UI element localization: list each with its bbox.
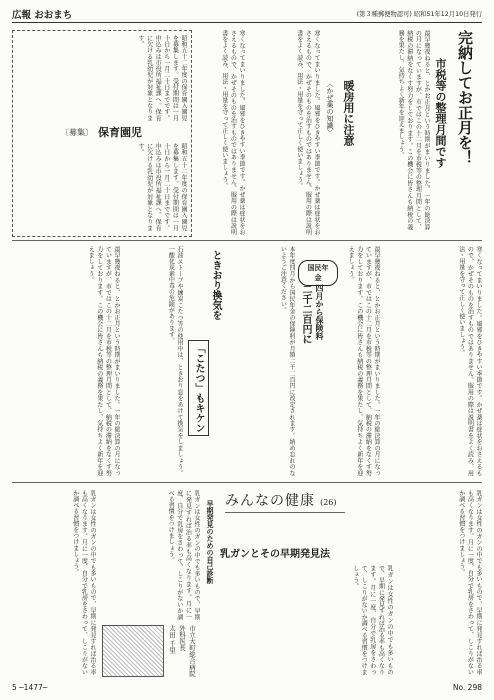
article-column: 寒くなってまいりました。風邪をひきやすい季節です。かぜ薬は症状をおさえるもので、かぜそのものを治すものではありません。服用の際は説明書をよく読み、用法・用量を守って正しく使いましょう。 — [220, 30, 245, 235]
divider-2 — [12, 482, 482, 483]
heater-body: 寒くなってまいりました。風邪をひきやすい季節です。かぜ薬は症状をおさえるもので、かぜそのものを治すものではありません。服用の際は説明書をよく読み、用法・用量を守って正しく使いましょう。 — [295, 30, 320, 235]
kenko-body-2: 乳ガンは女性のガンの中でも多いもので、早期に発見すれば治る率も高くなります。月に一度、自分で乳房をさわって、しこりがないか調べる習慣をつけましょう。 — [351, 565, 393, 675]
bottom-far-left-column: 乳ガンは女性のガンの中でも多いもので、早期に発見すれば治る率も高くなります。月に一度、自分で乳房をさわって、しこりがないか調べる習慣をつけましょう。 — [71, 490, 96, 675]
masthead-info: (第３種郵便物認可) 昭和51年12月10日発行 — [356, 11, 482, 18]
recruit-body-2: 昭和五十二年度の保育園入園児を募集します。受付期間は一月十日から一月二十日までです。申込みは市役所福祉課へ。保育に欠ける乳幼児が対象となります。 — [137, 143, 187, 231]
pension-body: 本年度四月から国民年金の保険料が月額二千二百円に改定されます。納め忘れのないようご注意ください。 — [279, 246, 295, 476]
recruit-box — [12, 30, 192, 237]
kenko-body: 乳ガンは女性のガンの中でも多いもので、早期に発見すれば治る率も高くなります。月に一度、自分で乳房をさわって、しこりがないか調べる習慣をつけましょう。 — [457, 490, 482, 675]
heater-title: 暖房用に注意 — [342, 80, 355, 146]
kenko-number: (26) — [320, 498, 337, 507]
tax-body: 最早幾夜ねると、とかお正月という時期がまいりました。一年の総決算の月になっていますが、市ではこの十二月を市税等の整理月間として、納税の滞納をなくす努力をしております。この機会に皆さんも納税の義務を果たし、気持ちよく新年を迎えましょう。 — [397, 30, 430, 230]
recruit-tag: 〔募集〕 — [61, 128, 93, 137]
kotatsu-box: 「こたつ」もキケン — [188, 340, 209, 436]
kenko-subtitle: 乳ガンとその早期発見法 — [220, 549, 330, 560]
heater-body-cont: 寒くなってまいりました。風邪をひきやすい季節です。かぜ薬は症状をおさえるもので、かぜそのものを治すものではありません。服用の際は説明書をよく読み、用法・用量を守って正しく使いましょう。 — [457, 246, 482, 476]
kotatsu-title: ときおり換気を — [210, 250, 221, 320]
masthead — [12, 6, 482, 23]
kenko-side: 早期発見のための自己診断 — [206, 500, 214, 584]
page-number: 5 ─1477─ — [12, 683, 48, 692]
pension-block — [298, 260, 338, 286]
doctor-illustration — [102, 625, 164, 677]
kenko-header — [225, 490, 395, 538]
left-column: 最早幾夜ねると、とかお正月という時期がまいりました。一年の総決算の月になっていますが、市ではこの十二月を市税等の整理月間として、納税の滞納をなくす努力をしております。この機会に皆さんも納税の義務を果たし、気持ちよく新年を迎えましょう。 — [87, 246, 120, 476]
pension-amount: 二千二百円に — [300, 284, 311, 344]
tax-body-cont: 最早幾夜ねると、とかお正月という時期がまいりました。一年の総決算の月になっていますが、市ではこの十二月を市税等の整理月間として、納税の滞納をなくす努力をしております。この機会に皆さんも納税の義務を果たし、気持ちよく新年を迎えましょう。 — [347, 246, 380, 476]
author-name: 太田 千里 — [168, 625, 176, 654]
author-dept: 外科医長 — [178, 625, 186, 651]
masthead-title: 広報 おおまち — [12, 10, 73, 21]
footer — [12, 683, 482, 692]
recruit-body: 昭和五十二年度の保育園入園児を募集します。受付期間は一月十日から一月二十日までです。申込みは市役所福祉課へ。保育に欠ける乳幼児が対象となります。 — [137, 35, 187, 121]
heater-sub: 〈かぜ薬の知識〉 — [326, 80, 334, 136]
tax-subtitle: 市税等の整理月間です — [434, 58, 447, 168]
kenko-title: みんなの健康 — [225, 493, 315, 509]
recruit-title: 保育園児 — [98, 126, 142, 139]
kotatsu-body: 石油ストーブや練炭こたつ等の使用中は、ときおり窓をあけて換気をしましょう。一酸化炭素中毒の危険があります。 — [167, 246, 183, 476]
divider — [12, 240, 482, 241]
tax-title: 完納してお正月を！ — [456, 30, 474, 165]
pension-title: 四月から保険料 — [315, 284, 324, 340]
author-place: 市立大町総合病院 — [188, 625, 196, 677]
issue-number: No. 298 — [452, 683, 482, 692]
bottom-left-column: 乳ガンは女性のガンの中でも多いもので、早期に発見すれば治る率も高くなります。月に一度、自分で乳房をさわって、しこりがないか調べる習慣をつけましょう。 — [167, 490, 200, 620]
pension-badge: 国民年金 — [298, 260, 338, 286]
